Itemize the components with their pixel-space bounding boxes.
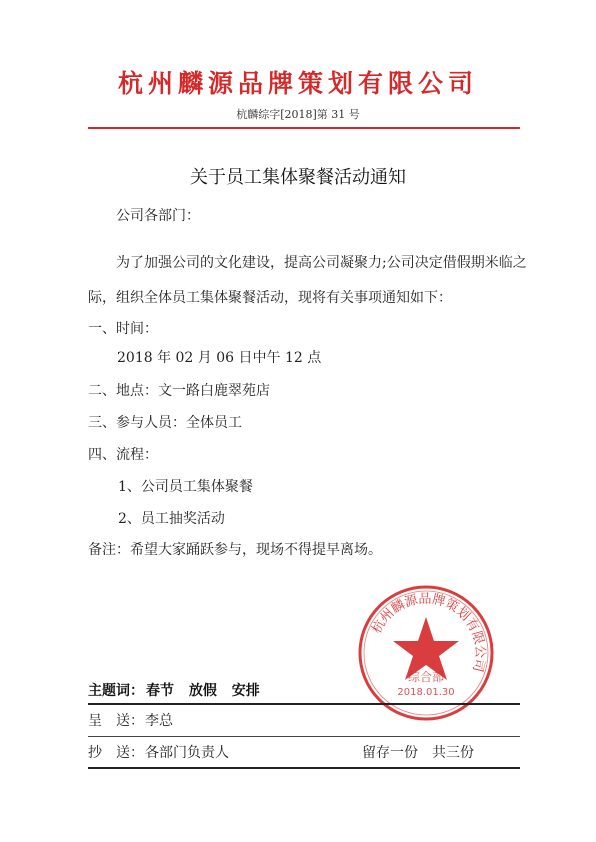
intro-line-2: 际，组织全体员工集体聚餐活动，现将有关事项通知如下： bbox=[88, 290, 452, 306]
keywords-label: 主题词： bbox=[88, 683, 144, 699]
process-heading: 四、流程： bbox=[88, 447, 158, 463]
company-name: 杭州麟源品牌策划有限公司 bbox=[117, 69, 478, 98]
cc-label: 呈 送： bbox=[88, 713, 144, 729]
company-seal bbox=[356, 583, 496, 723]
copy-label: 抄 送： bbox=[88, 745, 144, 761]
seal-ring-text: 杭州麟源品牌策划有限公司 bbox=[369, 591, 488, 674]
participants-item: 三、参与人员：全体员工 bbox=[88, 415, 242, 431]
time-heading: 一、时间： bbox=[88, 321, 158, 337]
cc-recipient: 李总 bbox=[145, 713, 173, 729]
process-step-1: 1、公司员工集体聚餐 bbox=[118, 479, 253, 495]
remark: 备注：希望大家踊跃参与，现场不得提早离场。 bbox=[88, 542, 382, 558]
archive-note: 留存一份 共三份 bbox=[362, 745, 474, 761]
document-title: 关于员工集体聚餐活动通知 bbox=[190, 167, 406, 188]
header-divider bbox=[88, 127, 520, 129]
copy-recipient: 各部门负责人 bbox=[145, 745, 229, 761]
process-step-2: 2、员工抽奖活动 bbox=[118, 511, 225, 527]
keywords-list: 春节 放假 安排 bbox=[146, 683, 260, 699]
seal-department: 综合部 bbox=[407, 670, 445, 684]
salutation: 公司各部门： bbox=[116, 208, 200, 224]
seal-date: 2018.01.30 bbox=[397, 687, 455, 698]
time-value: 2018 年 02 月 06 日中午 12 点 bbox=[117, 350, 322, 366]
footer-divider-top bbox=[88, 703, 520, 705]
footer-divider-bottom bbox=[88, 767, 520, 769]
location-item: 二、地点：文一路白鹿翠苑店 bbox=[88, 383, 270, 399]
document-number: 杭麟综字[2018]第 31 号 bbox=[236, 108, 360, 121]
intro-line-1: 为了加强公司的文化建设，提高公司凝聚力;公司决定借假期米临之 bbox=[116, 255, 527, 271]
footer-divider-middle bbox=[88, 736, 520, 737]
